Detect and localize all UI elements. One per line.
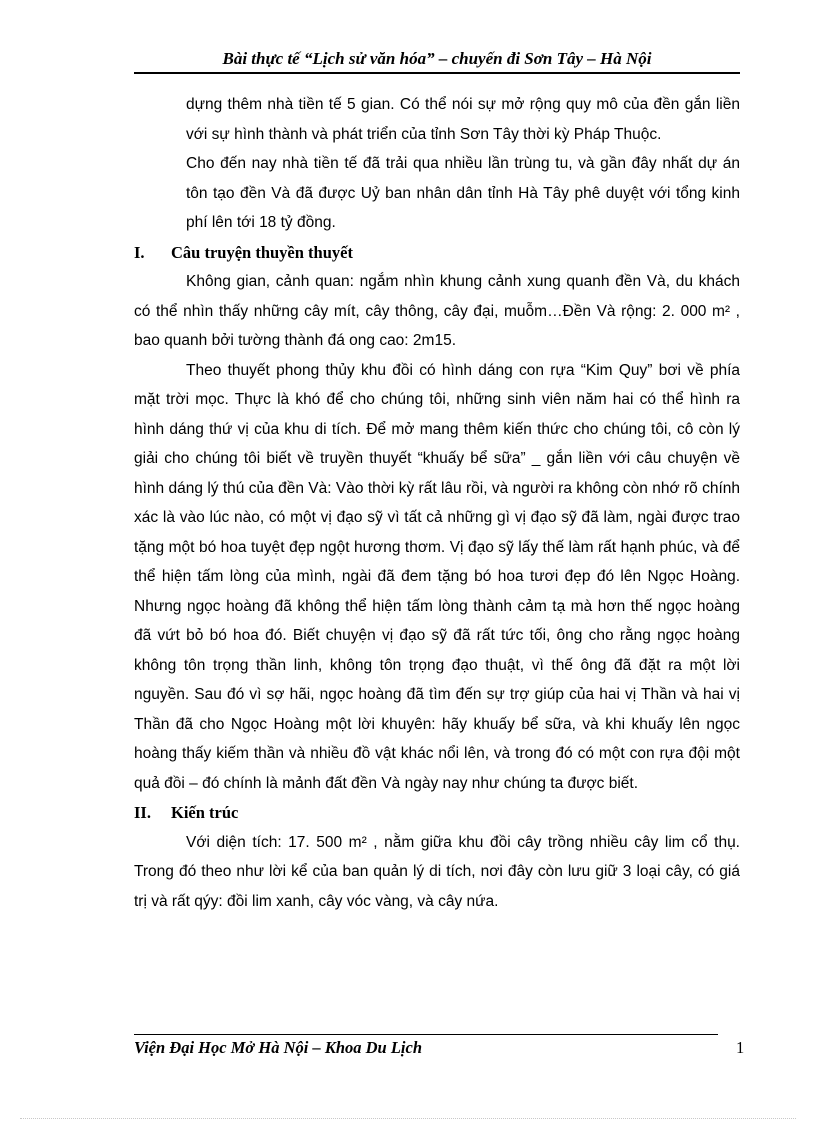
page-body: [134, 90, 740, 916]
paragraph-area: Với diện tích: 17. 500 m² , nằm giữa khu đồi cây trồng nhiều cây lim cổ thụ. Trong đó theo như lời kể của ban quản lý di tích, nơi đây còn lưu giữ 3 loại cây, có giá trị và rất qýy: đồi lim xanh, cây vóc vàng, và cây nứa.: [134, 833, 740, 910]
header-title: Bài thực tế “Lịch sử văn hóa” – chuyến đi Sơn Tây – Hà Nội: [222, 49, 652, 68]
footer-institution: Viện Đại Học Mở Hà Nội – Khoa Du Lịch: [134, 1038, 423, 1057]
section-number: II.: [134, 803, 151, 822]
page-number: 1: [736, 1038, 745, 1057]
footer-divider: [134, 1034, 718, 1035]
paragraph-landscape: Không gian, cảnh quan: ngắm nhìn khung cảnh xung quanh đền Và, du khách có thể nhìn thấy những cây mít, cây thông, cây đại, muỗm…Đền Và rộng: 2. 000 m² , bao quanh bởi tường thành đá ong cao: 2m15.: [134, 273, 740, 349]
section-heading-architecture: [134, 798, 740, 828]
paragraph-expansion: dựng thêm nhà tiền tế 5 gian. Có thể nói sự mở rộng quy mô của đền gắn liền với sự hình thành và phát triển của tỉnh Sơn Tây thời kỳ Pháp Thuộc.: [186, 96, 740, 143]
section-title: Kiến trúc: [171, 803, 239, 822]
paragraph-legend-story: Theo thuyết phong thủy khu đồi có hình dáng con rựa “Kim Quy” bơi về phía mặt trời mọc. Thực là khó để cho chúng tôi, những sinh viên năm hai có thể hình ra hình dáng thứ vị của khu di tích. Để mở mang thêm kiến thức cho chúng tôi, cô còn lý giải cho chúng tôi biết về truyền thuyết “khuấy bể sữa” _ gắn liền với câu chuyện về hình dáng lý thú của đền Và: Vào thời kỳ rất lâu rồi, và người ra không còn nhớ rõ chính xác là vào lúc nào, có một vị đạo sỹ vì tất cả những gì vị đạo sỹ đã làm, ngài được trao tặng một bó hoa tuyệt đẹp ngột hương thơm. Vị đạo sỹ lấy thế làm rất hạnh phúc, và để thể hiện tấm lòng của mình, ngài đã đem tặng bó hoa tươi đẹp đó lên Ngọc Hoàng. Nhưng ngọc hoàng đã không thể hiện tấm lòng thành cảm tạ mà hơn thế ngọc hoàng đã vứt bỏ bó hoa đó. Biết chuyện vị đạo sỹ đã rất tức tối, ông cho rằng ngọc hoàng không tôn trọng thần linh, không tôn trọng đạo thuật, vì thế ông đã đặt ra một lời nguyền. Sau đó vì sợ hãi, ngọc hoàng đã tìm đến sự trợ giúp của hai vị Thần và hai vị Thần đã cho Ngọc Hoàng một lời khuyên: hãy khuấy bể sữa, và khi khuấy lên ngọc hoàng thấy kiếm thần và nhiều đồ vật khác nổi lên, và trong đó có một con rựa đội một quả đồi – đó chính là mảnh đất đền Và ngày nay như chúng ta được biết.: [134, 361, 740, 792]
page-bottom-divider: [20, 1118, 796, 1119]
section-heading-legend: [134, 238, 740, 268]
section-title: Câu truyện thuyền thuyết: [171, 242, 353, 262]
paragraph-restoration: Cho đến nay nhà tiền tế đã trải qua nhiều lần trùng tu, và gần đây nhất dự án tôn tạo đền Và đã được Uỷ ban nhân dân tỉnh Hà Tây phê duyệt với tổng kinh phí lên tới 18 tỷ đồng.: [186, 155, 740, 231]
section-number: I.: [134, 242, 145, 262]
page-header: [134, 46, 740, 74]
